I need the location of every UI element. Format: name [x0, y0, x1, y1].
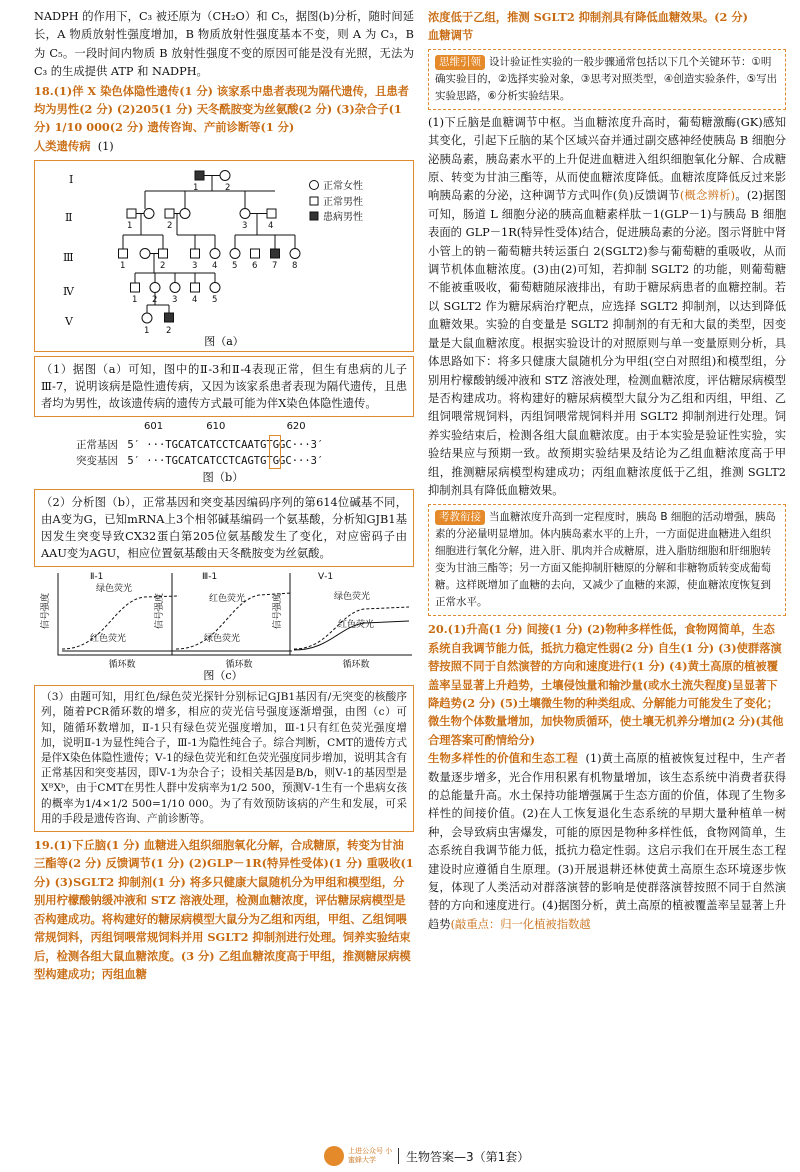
num-III-8: 8: [292, 261, 298, 272]
xlabel-3: 循环数: [342, 660, 370, 671]
right-column: [428, 8, 786, 934]
III-4-female: [210, 249, 220, 259]
sequence-figure: [34, 421, 414, 485]
IV-4-male: [191, 283, 200, 292]
num-IV-4: 4: [192, 295, 198, 306]
III-2-male: [159, 249, 168, 258]
IV-3-female: [170, 283, 180, 293]
analysis-box-1: （1）据图（a）可知，图中的Ⅱ-3和Ⅱ-4表现正常，但生有患病的儿子Ⅲ-7，说明该病是隐性遗传病，又因为该家系患者表现为隔代遗传，且患者均为男性，故该遗传病的遗传方式最可能为伴X染色体隐性遗传。: [34, 356, 414, 417]
q19-number: 19.: [34, 838, 54, 853]
q20-analysis-text: (1)黄土高原的植被恢复过程中，生产者数量逐步增多，光合作用积累有机物量增加，该生态系统中消费者获得的总能量升高。水土保持功能增强属于生态方面的价值，体现了生物多样性的间接价值。(2)在人工恢复退化生态系统的早期大量种植单一树种，会导致病虫害爆发，可能的原因是物种多样性低，食物网简单，生态系统自我调节能力低，抵抗力稳定性弱。这启示我们在开展生态工程建设时应遵循自生原理。(3)开展退耕还林使黄土高原生态环境逐步恢复，体现了人类活动对群落演替的影响是使群落演替按照不同于自然演替的方向和速度进行。(4)据图分析，黄土高原的植被覆盖率呈显著上升趋势: [428, 752, 786, 931]
xlabel-1: 循环数: [108, 660, 136, 671]
q20-answer-text: (1)升高(1 分) 间接(1 分) (2)物种多样性低，食物网简单，生态系统自我调节能力低，抵抗力稳定性弱(2 分) 自生(1 分) (3)使群落演替按照不同于自然演替的方向和速度进行(1 分) (4)黄土高原的植被覆盖率呈显著上升趋势，土壤侵蚀量和输沙量(或水土流失程度)呈显著下降趋势(2 分) (5)土壤微生物的种类组成、分解能力可能发生了变化；微生物个体数量增加，加快物质循环，使土壤无机养分增加(2 分)(其他合理答案可酌情给分): [428, 622, 784, 747]
q18-part-marker: (1): [97, 139, 114, 153]
num-III-4: 4: [212, 261, 218, 272]
q19-answer: [34, 836, 414, 983]
panel-3-title: Ⅴ-1: [318, 572, 334, 583]
figure-c-caption: 图（c）: [203, 669, 243, 682]
q19-analysis-part2: 。(2)据图可知，肠道 L 细胞分泌的胰高血糖素样肽－1(GLP－1)与胰岛 B 细胞表面的 GLP－1R(特异性受体)结合，促进胰岛素的分泌。图示肾脏中肾小管上的钠－葡萄糖共转运蛋白 2(SGLT2)参与葡萄糖的重吸收，从而调节机体血糖浓度。(3)由(2)可知，若抑制 SGLT2 的功能，则葡萄糖不能被重吸收，葡萄糖随尿液排出，有助于糖尿病患者的血糖控制。若以 SGLT2 作为糖尿病治疗靶点，应选择 SGLT2 抑制剂，以达到降低血糖效果。实验的自变量是 SGLT2 抑制剂的有无和大鼠的类型，因变量是大鼠血糖浓度。根据实验设计的对照原则与单一变量原则分析，具体思路如下：将多只健康大鼠随机分为甲组(空白对照组)和模型组，分别用柠檬酸钠缓冲液和 STZ 溶液处理，检测血糖浓度，评估糖尿病模型是否构建成功。将构建好的糖尿病模型大鼠分为乙组和丙组，甲组、乙组饲喂常规饲料，丙组饲喂常规饲料并用 SGLT2 抑制剂进行处理。饲养实验结束后，检测各组大鼠血糖浓度。由于本实验是验证性实验，实验结果应与预期一致。故预期实验结果及结论为乙组血糖浓度高于甲组，推测糖尿病模型构建成功；丙组血糖浓度低于乙组，推测 SGLT2 抑制剂具有降低血糖效果。: [428, 189, 786, 497]
seq-pos-601: 601: [144, 421, 164, 433]
V-1-female: [142, 313, 152, 323]
q19-topic: 血糖调节: [428, 28, 474, 43]
page-number: 生物答案—3（第1套）: [406, 1150, 530, 1164]
num-V-2: 2: [166, 326, 172, 337]
exam-link-text: 当血糖浓度升高到一定程度时，胰岛 B 细胞的活动增强，胰岛素的分泌量明显增加。体内胰岛素水平的上升，一方面促进血糖进入组织细胞进行氧化分解，进入肝、肌肉并合成糖原，进入脂肪细胞和肝细胞转变为甘油三酯等；另一方面又能抑制肝糖原的分解和非糖物质转变成葡萄糖。这样既增加了血糖的去向，又减少了血糖的来源，使血糖浓度恢复到正常水平。: [435, 511, 776, 609]
num-II-4: 4: [268, 221, 274, 232]
mutation-highlight: [269, 435, 281, 469]
panel-3-green: 绿色荧光: [334, 592, 371, 603]
gen-label-V: Ⅴ: [65, 315, 73, 329]
q19-answer-text: (1)下丘脑(1 分) 血糖进入组织细胞氧化分解，合成糖原，转变为甘油三酯等(2 分) 反馈调节(1 分) (2)GLP－1R(特异性受体)(1 分) 重吸收(1 分) (3)SGLT2 抑制剂(1 分) 将多只健康大鼠随机分为甲组和模型组，分别用柠檬酸钠缓冲液和 STZ 溶液处理，检测血糖浓度，评估糖尿病模型是否构建成功。将构建好的糖尿病模型大鼠分为乙组和丙组，甲组、乙组饲喂常规饲料，丙组饲喂常规饲料并用 SGLT2 抑制剂进行处理。饲养实验结束后，检测各组大鼠血糖浓度。(3 分) 乙组血糖浓度高于甲组，推测糖尿病模型构建成功；丙组血糖: [34, 838, 414, 981]
ylabel-1: 信号强度: [41, 593, 51, 630]
bee-logo-icon: [324, 1146, 344, 1166]
gen-label-III: Ⅲ: [63, 251, 74, 265]
page-footer: [0, 1140, 800, 1172]
IV-2-female: [150, 283, 160, 293]
num-I-2: 2: [225, 183, 231, 194]
II-2-female: [180, 209, 190, 219]
ylabel-2: 信号强度: [155, 593, 165, 630]
num-II-2: 2: [167, 221, 173, 232]
panel-2-green: 绿色荧光: [204, 634, 241, 645]
axes-3: [290, 573, 412, 655]
num-I-1: 1: [193, 183, 199, 194]
q18-answer: [34, 82, 414, 137]
exam-link-box: [428, 504, 786, 616]
figure-b-caption: 图（b）: [202, 471, 244, 485]
num-III-2: 2: [160, 261, 166, 272]
legend-female-symbol: [310, 181, 319, 190]
II-2-male: [165, 209, 174, 218]
q20-answer: [428, 620, 786, 749]
mutant-gene-label: 突变基因: [76, 455, 118, 468]
exam-link-tag: 考教衔接: [435, 510, 485, 525]
xlabel-2: 循环数: [225, 660, 253, 671]
panel-1-title: Ⅱ-1: [90, 572, 104, 583]
q19-analysis: [428, 114, 786, 501]
q18-answer-text: (1)伴 X 染色体隐性遗传(1 分) 该家系中患者表现为隔代遗传，且患者均为男性(2 分) (2)205(1 分) 天冬酰胺变为丝氨酸(2 分) (3)杂合子(1 分) 1/10 000(2 分) 遗传咨询、产前诊断等(1 分): [34, 83, 409, 135]
normal-gene-seq: 5′ ···TGCATCATCCTCAATGTGGC···3′: [127, 439, 324, 452]
num-IV-3: 3: [172, 295, 178, 306]
footer-divider: [398, 1148, 399, 1164]
seq-pos-610: 610: [206, 421, 226, 433]
III-1-male: [119, 249, 128, 258]
III-5-female: [230, 249, 240, 259]
IV-1-male: [131, 283, 140, 292]
gen-label-II: Ⅱ: [65, 211, 73, 225]
II-4-male: [267, 209, 276, 218]
q19-answer-continued: 浓度低于乙组，推测 SGLT2 抑制剂具有降低血糖效果。(2 分): [428, 10, 748, 24]
analysis-box-2: （2）分析图（b），正常基因和突变基因编码序列的第614位碱基不同，由A变为G，已知mRNA上3个相邻碱基编码一个氨基酸，分析知GJB1基因发生突变导致CX32蛋白第205位氨基酸发生了变化，对应密码子由AAU变为AGU，相应位置氨基酸由天冬酰胺变为丝氨酸。: [34, 489, 414, 567]
legend-male: 正常男性: [323, 197, 363, 209]
fluorescence-figure: [34, 571, 414, 681]
q18-topic: 人类遗传病: [34, 138, 91, 153]
num-IV-5: 5: [212, 295, 218, 306]
num-III-7: 7: [272, 261, 278, 272]
num-III-6: 6: [252, 261, 258, 272]
pedigree-chart: [35, 161, 413, 351]
ylabel-3: 信号强度: [273, 593, 283, 630]
thinking-guide-text: 设计验证性实验的一般步骤通常包括以下几个关键环节：①明确实验目的，②选择实验对象，③思考对照类型，④创造实验条件，⑤写出实验思路，⑥分析实验结果。: [435, 55, 778, 102]
pedigree-figure: [34, 160, 414, 352]
q20-key-note: (敲重点：归一化植被指数越: [450, 917, 591, 931]
legend-affected: 患病男性: [323, 212, 363, 224]
num-III-3: 3: [192, 261, 198, 272]
IV-5-female: [210, 283, 220, 293]
I-2-female: [220, 171, 230, 181]
footer-logo-text: 上进公众号 小蜜蜂大学: [348, 1147, 393, 1164]
III-8-female: [290, 249, 300, 259]
gen-label-I: Ⅰ: [69, 173, 74, 187]
I-1-affected-male: [195, 171, 204, 180]
num-III-5: 5: [232, 261, 238, 272]
num-IV-1: 1: [132, 295, 138, 306]
normal-gene-label: 正常基因: [76, 439, 118, 452]
num-II-3: 3: [242, 221, 248, 232]
legend-female: 正常女性: [323, 181, 363, 193]
q20-topic: 生物多样性的价值和生态工程: [428, 751, 578, 766]
left-column: [34, 8, 414, 983]
II-1-spouse: [144, 209, 154, 219]
panel-2-red: 红色荧光: [209, 594, 246, 605]
thinking-guide-tag: 思维引领: [435, 55, 485, 70]
analysis-box-3: （3）由题可知，用红色/绿色荧光探针分别标记GJB1基因有/无突变的核酸序列，随着PCR循环数的增多，相应的荧光信号强度逐渐增强，由图（c）可知，随循环数增加，Ⅱ-1只有绿色荧光强度增加，Ⅲ-1只有红色荧光强度增加，说明Ⅱ-1为显性纯合子，Ⅲ-1为隐性纯合子。综合判断，CMT的遗传方式是伴X染色体隐性遗传；Ⅴ-1的绿色荧光和红色荧光强度同步增加，说明其含有正常基因和突变基因，即Ⅴ-1为杂合子；设相关基因是B/b，则Ⅴ-1的基因型是XᴮXᵇ，由于CMT在男性人群中发病率为1/2 500，预测Ⅴ-1生有一个患病女孩的概率为1/4×1/2 500=1/10 000。为了有效预防该病的产生和发展，可采用的手段是遗传咨询、产前诊断等。: [34, 685, 414, 832]
q20-number: 20.: [428, 622, 448, 637]
num-II-1: 1: [127, 221, 133, 232]
normal-seq-row: [76, 437, 323, 452]
q18-number: 18.: [34, 83, 54, 98]
legend-affected-symbol: [310, 212, 318, 220]
V-2-affected-male: [165, 313, 174, 322]
num-IV-2: 2: [152, 295, 158, 306]
num-III-1: 1: [120, 261, 126, 272]
fluorescence-charts: [34, 571, 412, 681]
q17-analysis-tail: NADPH 的作用下，C₃ 被还原为（CH₂O）和 C₅，据图(b)分析，随时间延长，A 物质放射性强度增加，B 物质放射性强度基本不变，则 A 为 C₃，B 为 C₅。一段时间内物质 B 放射性强度不变的原因可能是没有光照，无法为 C₃ 的生成提供 ATP 和 NADPH。: [34, 10, 414, 79]
figure-a-caption: 图（a）: [204, 335, 244, 349]
panel-2-title: Ⅲ-1: [202, 572, 218, 583]
q19-analysis-part1: (1)下丘脑是血糖调节中枢。当血糖浓度升高时，葡萄糖激酶(GK)感知其变化，引起下丘脑的某个区域兴奋并通过副交感神经使胰岛 B 细胞分泌胰岛素，胰岛素水平的上升促进血糖进入组织细胞氧化分解、合成糖原、转变为甘油三酯等，从而使血糖浓度降低。血糖浓度降低反过来影响胰岛素的分泌，这种调节方式叫作(负)反馈调节: [428, 115, 786, 203]
num-V-1: 1: [144, 326, 150, 337]
q20-analysis: [428, 749, 786, 934]
q18-topic-line: [34, 137, 414, 156]
III-3-male: [191, 249, 200, 258]
thinking-guide-box: [428, 49, 786, 110]
III-2-spouse: [140, 249, 150, 259]
seq-pos-620: 620: [286, 421, 306, 433]
panel-1-red: 红色荧光: [90, 634, 127, 645]
III-7-affected-male: [271, 249, 280, 258]
gen-label-IV: Ⅳ: [63, 285, 74, 299]
concept-tag: (概念辨析): [679, 189, 736, 203]
legend-male-symbol: [310, 197, 318, 205]
panel-3-red: 红色荧光: [338, 620, 375, 631]
mutant-seq-row: [76, 453, 323, 468]
III-6-male: [251, 249, 260, 258]
II-3-female: [240, 209, 250, 219]
mutant-gene-seq: 5′ ···TGCATCATCCTCAGTGTGGC···3′: [127, 455, 324, 468]
panel-1-green: 绿色荧光: [96, 584, 133, 595]
II-1-male: [127, 209, 136, 218]
